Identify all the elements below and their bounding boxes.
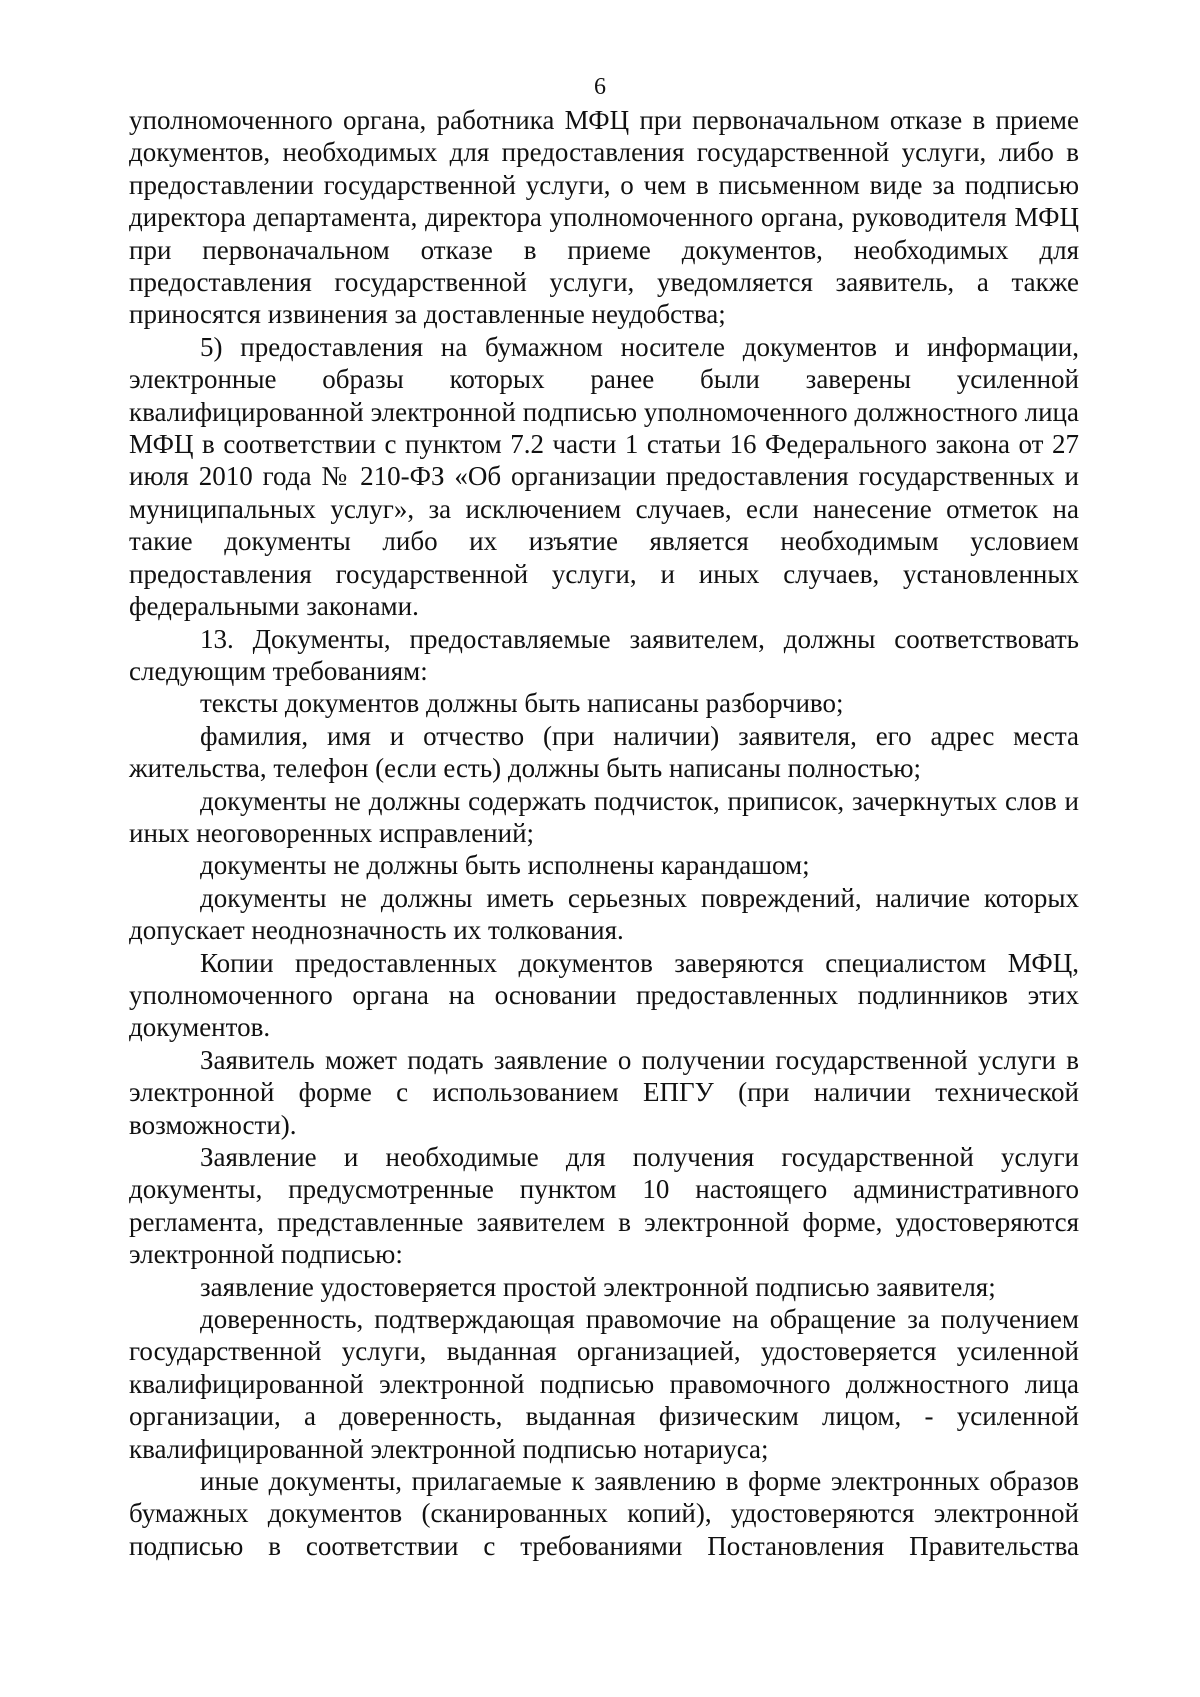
paragraph-continuation: уполномоченного органа, работника МФЦ при первоначальном отказе в приеме документов, необходимых для предоставления государственной услуги, либо в предоставлении государственной услуги, о чем в письменном виде за подписью директора департамента, директора уполномоченного органа, руководителя МФЦ при первоначальном отказе в приеме документов, необходимых для предоставления государственной услуги, уведомляется заявитель, а также приносятся извинения за доставленные неудобства; bbox=[129, 105, 1079, 330]
paragraph-requirement-no-damage: документы не должны иметь серьезных повреждений, наличие которых допускает неоднозначность их толкования. bbox=[129, 882, 1079, 946]
paragraph-section-13: 13. Документы, предоставляемые заявителем, должны соответствовать следующим требованиям: bbox=[129, 623, 1079, 686]
paragraph-simple-signature: заявление удостоверяется простой электронной подписью заявителя; bbox=[200, 1271, 996, 1302]
paragraph-other-documents: иные документы, прилагаемые к заявлению в форме электронных образов бумажных документов (сканированных копий), удостоверяются электронной подписью в соответствии с требованиями Постановления Правительства bbox=[129, 1466, 1079, 1561]
paragraph-copies-certified: Копии предоставленных документов заверяются специалистом МФЦ, уполномоченного органа на основании предоставленных подлинников этих документов. bbox=[129, 947, 1079, 1043]
paragraph-electronic-application: Заявитель может подать заявление о получении государственной услуги в электронной форме с использованием ЕПГУ (при наличии технической возможности). bbox=[129, 1044, 1079, 1140]
paragraph-item-5: 5) предоставления на бумажном носителе документов и информации, электронные образы которых ранее были заверены усиленной квалифицированной электронной подписью уполномоченного должностного лица МФЦ в соответствии с пунктом 7.2 части 1 статьи 16 Федерального закона от 27 июля 2010 года № 210-ФЗ «Об организации предоставления государственных и муниципальных услуг», за исключением случаев, если нанесение отметок на такие документы либо их изъятие является необходимым условием предоставления государственной услуги, и иных случаев, установленных федеральными законами. bbox=[129, 331, 1079, 622]
paragraph-requirement-name-address: фамилия, имя и отчество (при наличии) заявителя, его адрес места жительства, телефон (если есть) должны быть написаны полностью; bbox=[129, 720, 1079, 784]
page-number: 6 bbox=[594, 74, 606, 100]
document-body bbox=[129, 104, 1079, 1562]
paragraph-requirement-legible: тексты документов должны быть написаны разборчиво; bbox=[200, 688, 844, 719]
paragraph-requirement-no-corrections: документы не должны содержать подчисток, приписок, зачеркнутых слов и иных неоговоренных исправлений; bbox=[129, 785, 1079, 848]
paragraph-electronic-signature: Заявление и необходимые для получения государственной услуги документы, предусмотренные пунктом 10 настоящего административного регламента, представленные заявителем в электронной форме, удостоверяются электронной подписью: bbox=[129, 1142, 1079, 1270]
paragraph-requirement-no-pencil: документы не должны быть исполнены карандашом; bbox=[200, 850, 810, 881]
paragraph-power-of-attorney: доверенность, подтверждающая правомочие на обращение за получением государственной услуги, выданная организацией, удостоверяется усиленной квалифицированной электронной подписью правомочного должностного лица организации, а доверенность, выданная физическим лицом, - усиленной квалифицированной электронной подписью нотариуса; bbox=[129, 1304, 1079, 1464]
